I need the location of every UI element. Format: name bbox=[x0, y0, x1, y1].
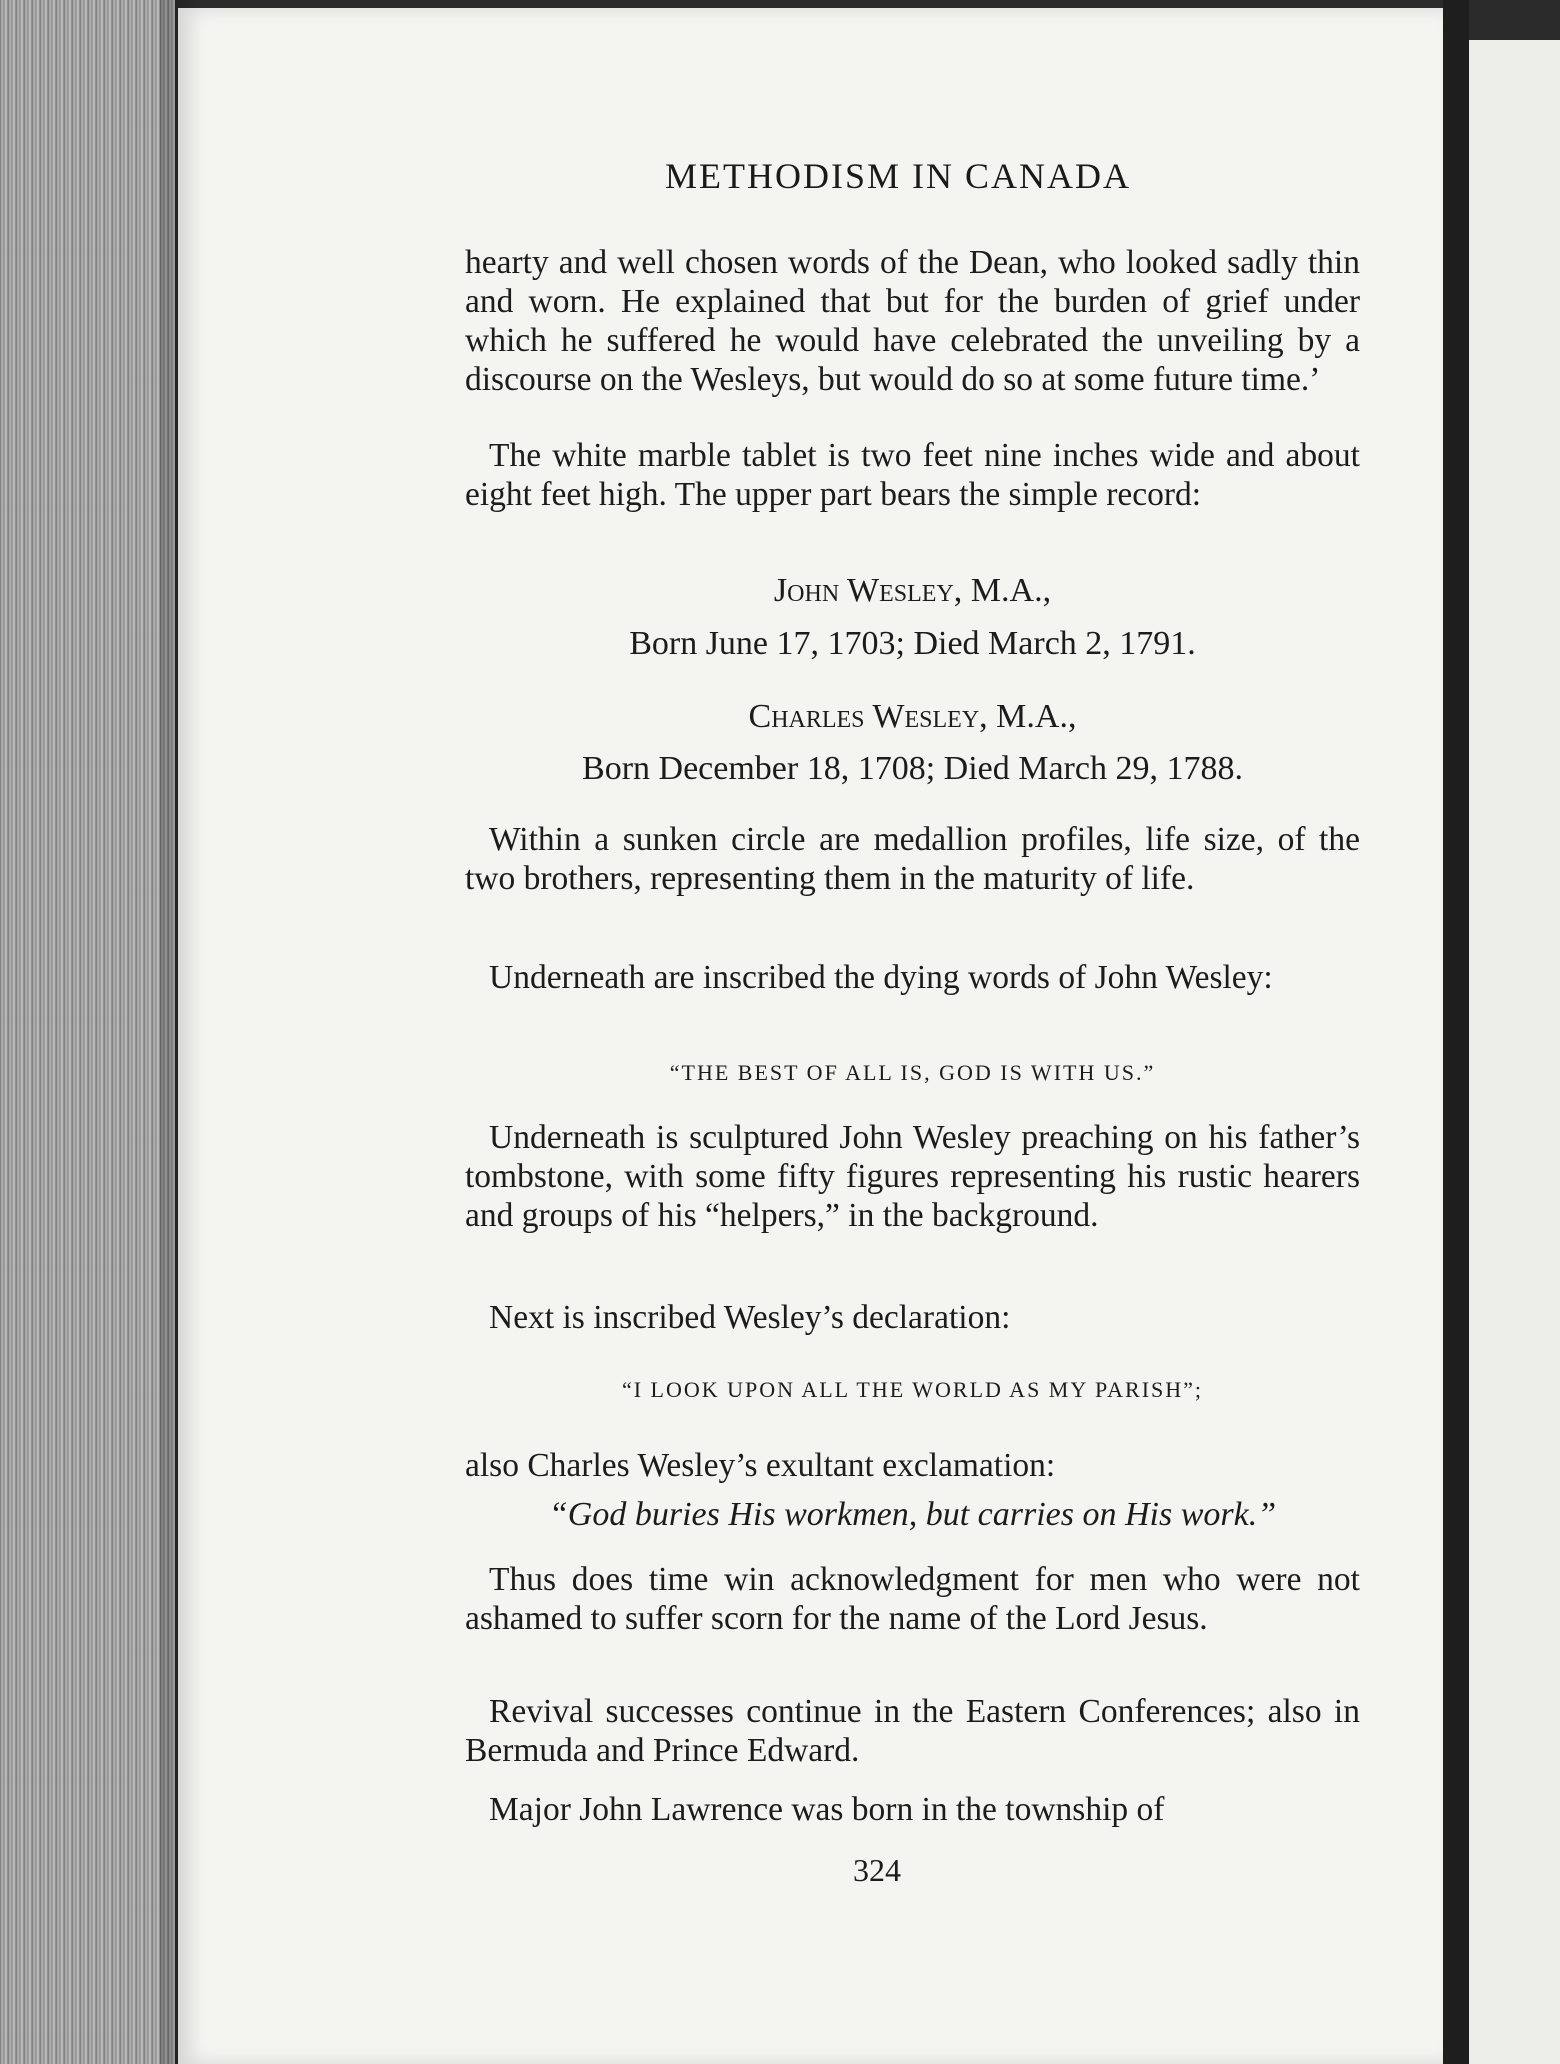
paragraph-3: Within a sunken circle are medallion profiles, life size, of the two brothers, representing them in the maturity of life. bbox=[465, 821, 1360, 897]
paragraph-10: Major John Lawrence was born in the township of bbox=[489, 1791, 1165, 1828]
paragraph-8: Thus does time win acknowledgment for men who were not ashamed to suffer scorn for the name of the Lord Jesus. bbox=[465, 1561, 1360, 1637]
page-number: 324 bbox=[853, 1852, 901, 1888]
paragraph-1: hearty and well chosen words of the Dean, who looked sadly thin and worn. He explained that but for the burden of grief under which he suffered he would have celebrated the unveiling by a discourse on the Wesleys, but would do so at some future time.’ bbox=[465, 244, 1360, 398]
paragraph-6: Next is inscribed Wesley’s declaration: bbox=[489, 1299, 1011, 1336]
running-head: METHODISM IN CANADA bbox=[665, 156, 1131, 196]
quote-workmen: “God buries His workmen, but carries on His work.” bbox=[548, 1496, 1277, 1533]
book-gutter bbox=[1443, 0, 1469, 2064]
quote-dying-words: “THE BEST OF ALL IS, GOD IS WITH US.” bbox=[669, 1060, 1156, 1085]
paragraph-9: Revival successes continue in the Eastern Conferences; also in Bermuda and Prince Edward. bbox=[465, 1693, 1360, 1769]
paragraph-5: Underneath is sculptured John Wesley preaching on his father’s tombstone, with some fifty figures representing his rustic hearers and groups of his “helpers,” in the background. bbox=[465, 1119, 1360, 1234]
paragraph-4: Underneath are inscribed the dying words of John Wesley: bbox=[489, 959, 1273, 996]
quote-world-parish: “I LOOK UPON ALL THE WORLD AS MY PARISH”; bbox=[621, 1377, 1204, 1402]
page-edges bbox=[0, 0, 175, 2064]
facing-page-edge bbox=[1469, 40, 1560, 2064]
inscription-charles-name: Charles Wesley, M.A., bbox=[748, 698, 1077, 735]
inscription-john-name: John Wesley, M.A., bbox=[773, 572, 1052, 609]
inscription-john-dates: Born June 17, 1703; Died March 2, 1791. bbox=[629, 625, 1196, 662]
inscription-charles-dates: Born December 18, 1708; Died March 29, 1788. bbox=[582, 750, 1243, 787]
paragraph-2: The white marble tablet is two feet nine inches wide and about eight feet high. The upper part bears the simple record: bbox=[465, 437, 1360, 513]
paragraph-7: also Charles Wesley’s exultant exclamation: bbox=[465, 1447, 1056, 1484]
